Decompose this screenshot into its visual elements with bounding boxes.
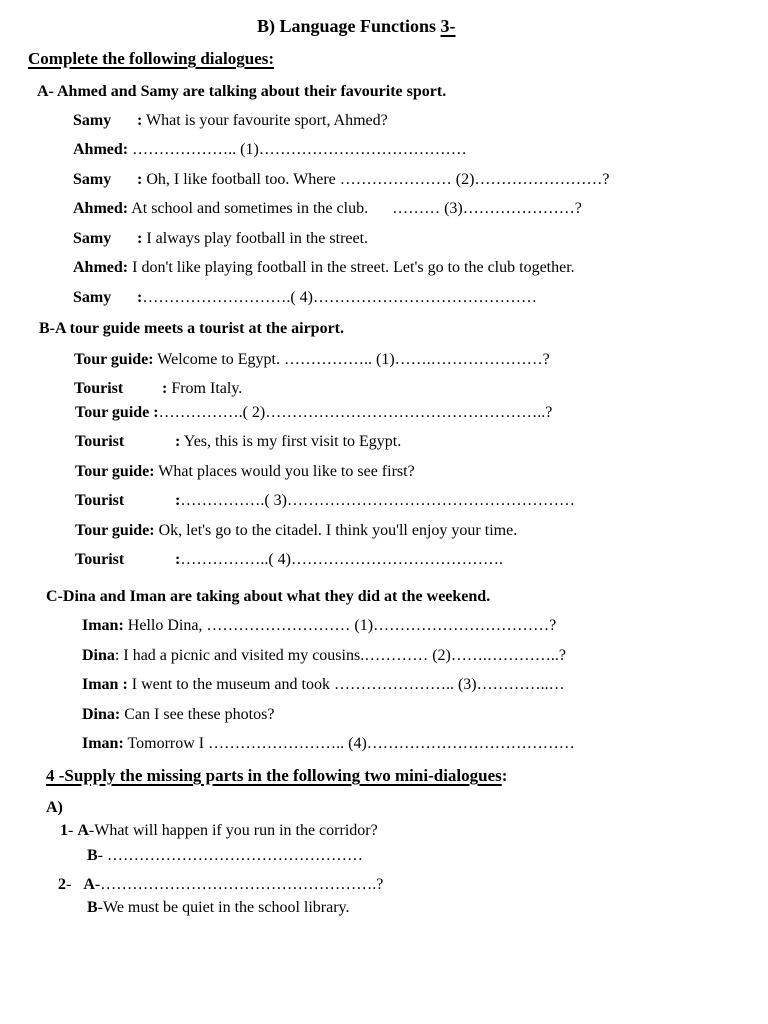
speaker-tour-guide: Tour guide: xyxy=(74,351,154,368)
line-text: …………….( 3)……………………………………………… xyxy=(180,492,575,509)
speaker-samy: Samy xyxy=(73,112,112,129)
line-text: Can I see these photos? xyxy=(120,706,275,723)
line-text: -What will happen if you run in the corridor? xyxy=(88,822,378,839)
speaker-samy: Samy xyxy=(73,289,112,306)
speaker-iman: Iman : xyxy=(82,676,128,693)
speaker-a: A xyxy=(77,822,89,839)
line-text: I went to the museum and took ………………….. (3)…………..… xyxy=(127,676,565,693)
line-text: ……………..( 4)…………………………………. xyxy=(180,551,503,568)
part-4-heading: 4 -Supply the missing parts in the following two mini-dialogues: xyxy=(46,766,508,785)
speaker-tourist: Tourist xyxy=(75,433,125,450)
dialogue-line-b5 xyxy=(75,464,415,480)
speaker-samy: Samy xyxy=(73,230,112,247)
dialogue-line-b8: Tourist :……………..( 4)…………………………………. xyxy=(75,551,503,568)
instruction-heading: Complete the following dialogues: xyxy=(28,49,275,68)
line-text: Ok, let's go to the citadel. I think you'll enjoy your time. xyxy=(154,522,518,539)
line-text: - ………………………………………… xyxy=(97,847,363,864)
speaker-tourist: Tourist xyxy=(75,551,125,568)
dialogue-line-a6 xyxy=(73,260,575,276)
speaker-tourist: Tourist xyxy=(75,492,125,509)
line-text: From Italy. xyxy=(167,380,243,397)
dialogue-line-b3 xyxy=(75,405,552,421)
line-text: -We must be quiet in the school library. xyxy=(97,899,350,916)
line-text: -…………………………………………….? xyxy=(94,876,384,893)
speaker-tour-guide: Tour guide: xyxy=(75,522,155,539)
line-text: ……………….. (1)………………………………… xyxy=(128,141,467,158)
speaker-dina: Dina xyxy=(82,647,115,664)
speaker-tourist: Tourist xyxy=(74,380,124,397)
speaker-iman: Iman: xyxy=(82,735,124,752)
line-text: Oh, I like football too. Where ………………… (2)……………………? xyxy=(142,171,610,188)
line-text: I had a picnic and visited my cousins.………… (2)…….…………..? xyxy=(119,647,566,664)
dialogue-line-c1 xyxy=(82,618,556,634)
dialogue-line-a7: Samy :……………………….( 4)…………………………………… xyxy=(73,289,537,306)
section-c-heading: C-Dina and Iman are taking about what they did at the weekend. xyxy=(46,588,491,605)
section-a-heading: A- Ahmed and Samy are talking about their favourite sport. xyxy=(37,83,447,100)
speaker-samy: Samy xyxy=(73,171,112,188)
line-text: At school and sometimes in the club. ……… (3)…………………? xyxy=(128,200,582,217)
line-text: Tomorrow I …………………….. (4)………………………………… xyxy=(123,735,575,752)
mini-dialogue-2-a: 2- A-…………………………………………….? xyxy=(58,876,384,893)
dialogue-line-c5 xyxy=(82,736,575,752)
title-number: 3- xyxy=(440,16,456,36)
mini-dialogue-1-b xyxy=(87,848,363,864)
line-text: I don't like playing football in the street. Let's go to the club together. xyxy=(128,259,575,276)
speaker-dina: Dina: xyxy=(82,706,121,723)
speaker-iman: Iman: xyxy=(82,617,124,634)
speaker-ahmed: Ahmed: xyxy=(73,141,129,158)
dialogue-line-b2: Tourist : From Italy. xyxy=(74,380,243,397)
speaker-ahmed: Ahmed: xyxy=(73,200,129,217)
mini-dialogue-2-b xyxy=(87,900,350,916)
part-4-heading-text: 4 -Supply the missing parts in the following two mini-dialogues xyxy=(46,766,502,785)
speaker-b: B xyxy=(87,847,98,864)
line-text: What is your favourite sport, Ahmed? xyxy=(142,112,388,129)
dialogue-line-a5: Samy : I always play football in the street. xyxy=(73,230,369,247)
dialogue-line-b1 xyxy=(74,352,550,368)
dialogue-line-b4: Tourist : Yes, this is my first visit to Egypt. xyxy=(75,433,402,450)
dialogue-line-a4 xyxy=(73,201,582,217)
question-number: 2 xyxy=(58,876,66,893)
speaker-tour-guide: Tour guide: xyxy=(75,463,155,480)
question-number: 1 xyxy=(60,822,68,839)
dialogue-line-c3 xyxy=(82,677,565,693)
speaker-tour-guide: Tour guide : xyxy=(75,404,159,421)
section-b-heading: B-A tour guide meets a tourist at the airport. xyxy=(39,320,344,337)
line-text: What places would you like to see first? xyxy=(154,463,415,480)
mini-dialogue-1-a: 1- A-What will happen if you run in the corridor? xyxy=(60,822,378,839)
dialogue-line-c2: Dina: I had a picnic and visited my cousins.………… (2)…….…………..? xyxy=(82,647,566,664)
line-text: Yes, this is my first visit to Egypt. xyxy=(180,433,402,450)
line-text: …………….( 2)……………………………………………..? xyxy=(158,404,553,421)
dialogue-line-a1: Samy : What is your favourite sport, Ahmed? xyxy=(73,112,388,129)
speaker-a: A xyxy=(83,876,95,893)
speaker-b: B xyxy=(87,899,98,916)
dialogue-line-c4 xyxy=(82,707,274,723)
line-text: Hello Dina, ……………………… (1)……………………………? xyxy=(123,617,557,634)
title-text: B) Language Functions xyxy=(257,16,441,36)
speaker-ahmed: Ahmed: xyxy=(73,259,129,276)
line-text: Welcome to Egypt. …………….. (1)…….…………………? xyxy=(153,351,550,368)
part-4-sub-label: A) xyxy=(46,799,63,816)
line-text: I always play football in the street. xyxy=(142,230,369,247)
page-title xyxy=(257,17,456,35)
dialogue-line-a3: Samy : Oh, I like football too. Where ………………… (2)……………………? xyxy=(73,171,610,188)
dialogue-line-b6: Tourist :…………….( 3)……………………………………………… xyxy=(75,492,575,509)
dialogue-line-b7 xyxy=(75,523,517,539)
dialogue-line-a2 xyxy=(73,142,467,158)
line-text: ……………………….( 4)…………………………………… xyxy=(142,289,537,306)
